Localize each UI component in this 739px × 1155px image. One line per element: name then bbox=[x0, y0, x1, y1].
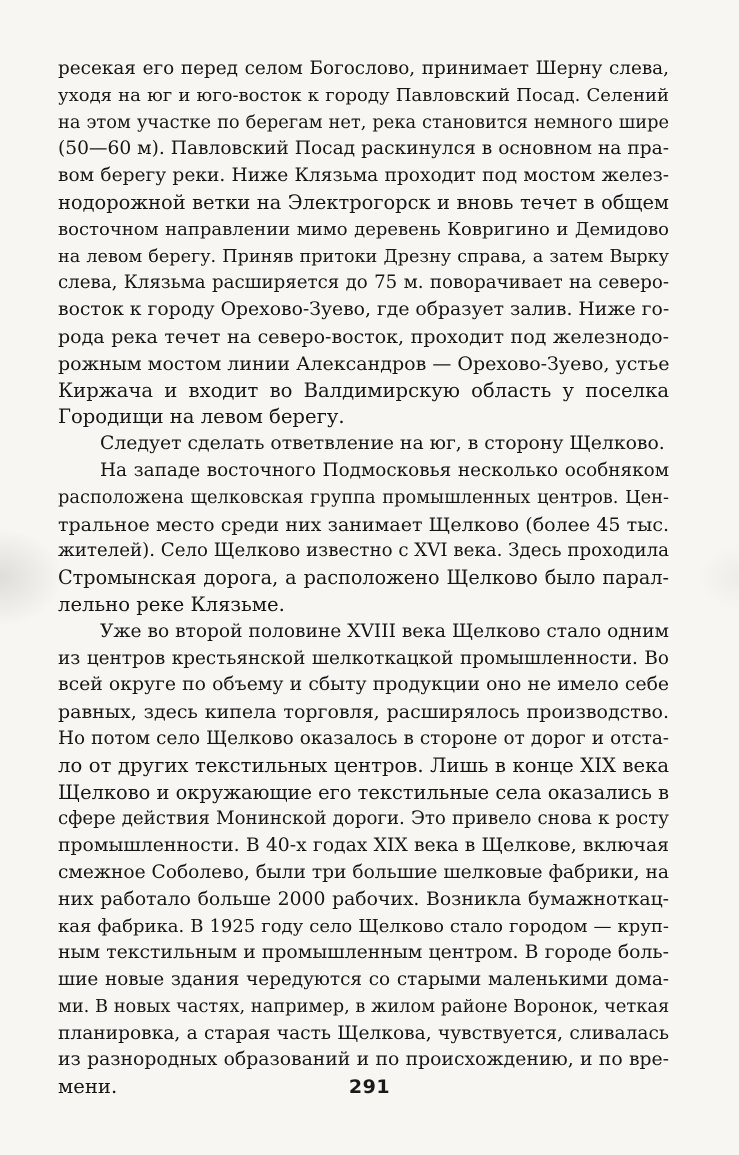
text-line: восточном направлении мимо деревень Ковригино и Демидово bbox=[58, 218, 669, 240]
text-line: (50—60 м). Павловский Посад раскинулся в основном на пра- bbox=[58, 138, 669, 160]
text-line: Стромынская дорога, а расположено Щелково было парал- bbox=[58, 566, 669, 590]
text-line: кая фабрика. В 1925 году село Щелково стало городом — круп- bbox=[58, 915, 669, 937]
page-body bbox=[58, 56, 669, 1101]
text-line: ным текстильным и промышленным центром. В городе боль- bbox=[58, 942, 669, 964]
text-line: Но потом село Щелково оказалось в стороне от дорог и отста- bbox=[58, 727, 669, 749]
paragraph bbox=[58, 56, 669, 431]
text-line: на этом участке по берегам нет, река становится немного шире bbox=[58, 111, 669, 133]
text-line: На западе восточного Подмосковья несколько особняком bbox=[100, 459, 669, 481]
text-line: планировка, а старая часть Щелкова, чувствуется, сливалась bbox=[58, 1022, 669, 1044]
text-line: вом берегу реки. Ниже Клязьма проходит под мостом желез- bbox=[58, 165, 669, 187]
paragraph bbox=[58, 458, 669, 619]
text-line: из центров крестьянской шелкоткацкой промышленности. Во bbox=[58, 647, 669, 669]
text-line: Городищи на левом берегу. bbox=[58, 405, 345, 429]
text-line: ло от других текстильных центров. Лишь в конце XIX века bbox=[58, 753, 669, 777]
text-line: Щелково и окружающие его текстильные села оказались в bbox=[58, 780, 669, 804]
text-line: ресекая его перед селом Богослово, принимает Шерну слева, bbox=[58, 58, 669, 79]
text-line: восток к городу Орехово-Зуево, где образует залив. Ниже го- bbox=[58, 299, 670, 321]
text-line: уходя на юг и юго-восток к городу Павловский Посад. Селений bbox=[58, 84, 669, 106]
text-line: них работало больше 2000 рабочих. Возникла бумажноткац- bbox=[58, 888, 669, 910]
text-line: рожным мостом линии Александров — Орехово-Зуево, устье bbox=[58, 352, 670, 375]
text-line: расположена щелковская группа промышленных центров. Цен- bbox=[58, 486, 669, 508]
text-line: промышленности. В 40-х годах XIX века в Щелкове, включая bbox=[58, 835, 669, 857]
text-line: смежное Соболево, были три большие шелковые фабрики, на bbox=[58, 861, 669, 883]
text-line: сфере действия Монинской дороги. Это привело снова к росту bbox=[58, 808, 669, 830]
paragraph bbox=[58, 619, 669, 1101]
text-line: равных, здесь кипела торговля, расширялось производство. bbox=[58, 701, 669, 724]
text-line: ми. В новых частях, например, в жилом районе Воронок, четкая bbox=[58, 995, 670, 1017]
text-line: шие новые здания чередуются со старыми маленькими дома- bbox=[58, 969, 669, 991]
text-line: тральное место среди них занимает Щелково (более 45 тыс. bbox=[58, 513, 669, 536]
text-line: рода река течет на северо-восток, проходит под железнодо- bbox=[58, 325, 669, 348]
text-line: из разнородных образований и по происхождению, и по вре- bbox=[58, 1049, 669, 1071]
text-line: на левом берегу. Приняв притоки Дрезну справа, а затем Вырку bbox=[58, 246, 669, 267]
text-line: мени. bbox=[58, 1075, 118, 1099]
text-line: Уже во второй половине XVIII века Щелково стало одним bbox=[100, 620, 669, 642]
text-line: слева, Клязьма расширяется до 75 м. поворачивает на северо- bbox=[58, 272, 669, 294]
text-line: жителей). Село Щелково известно с XVI века. Здесь проходила bbox=[58, 540, 669, 562]
text-line: всей округе по объему и сбыту продукции оно не имело себе bbox=[58, 674, 669, 696]
text-line: Следует сделать ответвление на юг, в сторону Щелково. bbox=[100, 433, 665, 455]
text-line: лельно реке Клязьме. bbox=[58, 592, 285, 616]
paragraph bbox=[58, 431, 669, 458]
text-line: Киржача и входит во Валдимирскую область у поселка bbox=[58, 378, 669, 402]
text-line: нодорожной ветки на Электрогорск и вновь течет в общем bbox=[58, 190, 669, 214]
page-number: 291 bbox=[348, 1076, 391, 1098]
